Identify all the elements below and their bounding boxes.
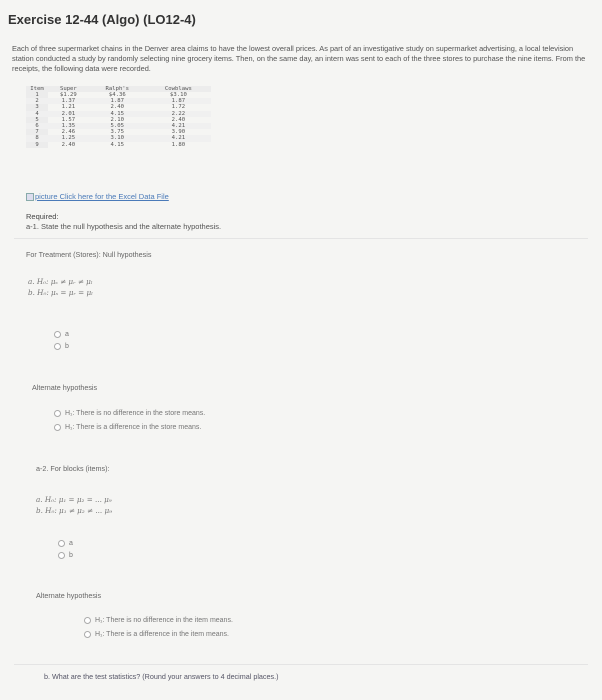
cell: 3.75 xyxy=(110,129,124,136)
cell: 1.87 xyxy=(146,98,211,104)
header-ralphs: Ralph's xyxy=(89,86,146,92)
picture-icon xyxy=(26,193,34,201)
radio-label: H₁: There is a difference in the item means. xyxy=(95,631,230,638)
cell: 2.40 xyxy=(171,116,186,123)
treatment-option-a: a. H₀: μₛ ≠ μᵣ ≠ μₗ xyxy=(28,277,93,286)
blocks-alt-radio-1[interactable] xyxy=(84,617,233,624)
blocks-option-b: b. H₀: μ₁ ≠ μ₂ ≠ ... μ₉ xyxy=(36,506,113,515)
radio-icon xyxy=(58,552,65,559)
header-super: Super xyxy=(48,86,89,92)
treatment-alt-radio-1[interactable] xyxy=(54,410,205,417)
treatment-alt-radio-2[interactable] xyxy=(54,424,201,431)
cell: 3 xyxy=(26,104,48,110)
radio-label: a xyxy=(65,331,69,338)
cell: 4.15 xyxy=(89,111,146,117)
cell: 5.05 xyxy=(89,123,146,129)
blocks-label: a-2. For blocks (items): xyxy=(36,464,110,473)
required-label: Required: xyxy=(26,212,59,221)
cell: 4.15 xyxy=(110,141,124,148)
a1-question: a-1. State the null hypothesis and the alternate hypothesis. xyxy=(26,222,222,231)
cell: 1.80 xyxy=(171,141,186,148)
header-cowblaws: Cowblaws xyxy=(146,86,211,92)
radio-icon xyxy=(84,631,91,638)
cell: 7 xyxy=(26,129,48,135)
cell: 3.10 xyxy=(89,135,146,141)
table-row xyxy=(26,142,211,148)
cell: 8 xyxy=(26,135,48,141)
excel-data-link[interactable] xyxy=(26,192,169,201)
cell: 1.87 xyxy=(89,98,146,104)
radio-label: a xyxy=(69,540,73,547)
cell: 1.21 xyxy=(61,104,76,111)
radio-icon xyxy=(54,410,61,417)
problem-intro: Each of three supermarket chains in the Denver area claims to have the lowest overall prices. As part of an investigative study on supermarket advertising, a local television station conducted a study by randomly selecting nine grocery items. Then, on the same day, an intern was sent to each of the three stores to purchase the nine items. From the receipts, the following data were recorded. xyxy=(12,44,586,73)
cell: 1.35 xyxy=(48,123,89,129)
divider xyxy=(14,238,588,239)
radio-icon xyxy=(54,343,61,350)
treatment-radio-b[interactable] xyxy=(54,343,69,350)
cell: 1.72 xyxy=(171,104,186,111)
blocks-option-a: a. H₀: μ₁ = μ₂ = ... μ₉ xyxy=(36,495,112,504)
cell: 2.10 xyxy=(110,116,124,123)
cell: 4 xyxy=(26,111,48,117)
cell: 2.40 xyxy=(110,104,124,111)
exercise-title: Exercise 12-44 (Algo) (LO12-4) xyxy=(8,12,196,27)
cell: 1.57 xyxy=(61,116,76,123)
radio-icon xyxy=(84,617,91,624)
cell: 2 xyxy=(26,98,48,104)
radio-icon xyxy=(54,424,61,431)
radio-icon xyxy=(54,331,61,338)
cell: $4.36 xyxy=(108,92,126,98)
cell: 1 xyxy=(26,92,48,98)
blocks-radio-b[interactable] xyxy=(58,552,73,559)
b-question: b. What are the test statistics? (Round your answers to 4 decimal places.) xyxy=(44,672,279,681)
cell: $1.29 xyxy=(59,92,77,98)
header-item: Item xyxy=(26,86,48,92)
cell: 2.46 xyxy=(61,129,76,136)
cell: 4.21 xyxy=(146,123,211,129)
cell: 2.01 xyxy=(48,111,89,117)
blocks-radio-a[interactable] xyxy=(58,540,73,547)
treatment-radio-a[interactable] xyxy=(54,331,69,338)
excel-link-label: picture Click here for the Excel Data File xyxy=(35,192,169,201)
treatment-null-label: For Treatment (Stores): Null hypothesis xyxy=(26,250,152,259)
cell: 1.37 xyxy=(48,98,89,104)
cell: 6 xyxy=(26,123,48,129)
cell: $3.10 xyxy=(169,92,187,98)
cell: 5 xyxy=(26,117,48,123)
radio-icon xyxy=(58,540,65,547)
radio-label: b xyxy=(69,552,73,559)
radio-label: H₁: There is no difference in the item means. xyxy=(95,617,233,624)
cell: 3.90 xyxy=(171,129,186,136)
cell: 1.25 xyxy=(48,135,89,141)
cell: 2.40 xyxy=(61,141,76,148)
cell: 4.21 xyxy=(146,135,211,141)
treatment-alt-label: Alternate hypothesis xyxy=(32,383,98,392)
radio-label: H₁: There is no difference in the store means. xyxy=(65,410,206,417)
divider xyxy=(14,664,588,665)
price-data-table xyxy=(26,86,211,148)
treatment-option-b: b. H₀: μₛ = μᵣ = μₗ xyxy=(28,288,93,297)
blocks-alt-label: Alternate hypothesis xyxy=(36,591,102,600)
radio-label: b xyxy=(65,343,69,350)
radio-label: H₁: There is a difference in the store means. xyxy=(65,424,202,431)
cell: 9 xyxy=(26,142,48,148)
blocks-alt-radio-2[interactable] xyxy=(84,631,229,638)
cell: 2.22 xyxy=(146,111,211,117)
